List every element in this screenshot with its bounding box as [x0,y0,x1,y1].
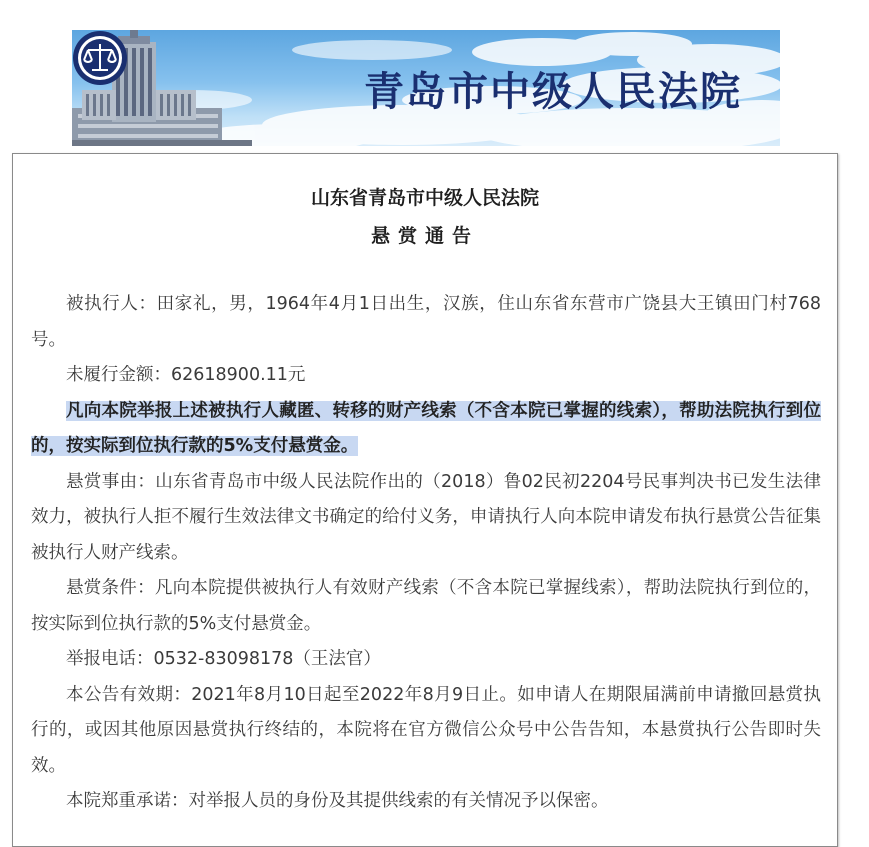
paragraph-amount: 未履行金额：62618900.11元 [66,365,306,385]
paragraph-respondent: 被执行人：田家礼，男，1964年4月1日出生，汉族，住山东省东营市广饶县大王镇田门村768号。 [31,294,821,350]
paragraph-conditions: 悬赏条件：凡向本院提供被执行人有效财产线索（不含本院已掌握线索），帮助法院执行到位的，按实际到位执行款的5%支付悬赏金。 [31,578,821,634]
highlighted-text: 凡向本院举报上述被执行人藏匿、转移的财产线索（不含本院已掌握的线索），帮助法院执行到位的，按实际到位执行款的5%支付悬赏金。 [31,400,821,456]
reward-notice [12,153,838,847]
doc-title: 悬赏通告 [370,225,479,247]
paragraph-reason: 悬赏事由：山东省青岛市中级人民法院作出的（2018）鲁02民初2204号民事判决书已发生法律效力，被执行人拒不履行生效法律文书确定的给付义务，申请执行人向本院申请发布执行悬赏公告征集被执行人财产线索。 [31,471,821,563]
court-emblem-icon [72,30,128,86]
paragraph-phone: 举报电话：0532-83098178（王法官） [66,649,381,669]
court-banner [72,30,780,146]
court-name: 青岛市中级人民法院 [364,68,742,115]
paragraph-reward-highlight [31,394,821,465]
paragraph-validity: 本公告有效期：2021年8月10日起至2022年8月9日止。如申请人在期限届满前申请撤回悬赏执行的，或因其他原因悬赏执行终结的，本院将在官方微信公众号中公告告知，本悬赏执行公告即时失效。 [31,684,821,776]
notice-body [31,287,821,820]
org-title: 山东省青岛市中级人民法院 [310,187,539,209]
paragraph-promise: 本院郑重承诺：对举报人员的身份及其提供线索的有关情况予以保密。 [66,791,609,811]
